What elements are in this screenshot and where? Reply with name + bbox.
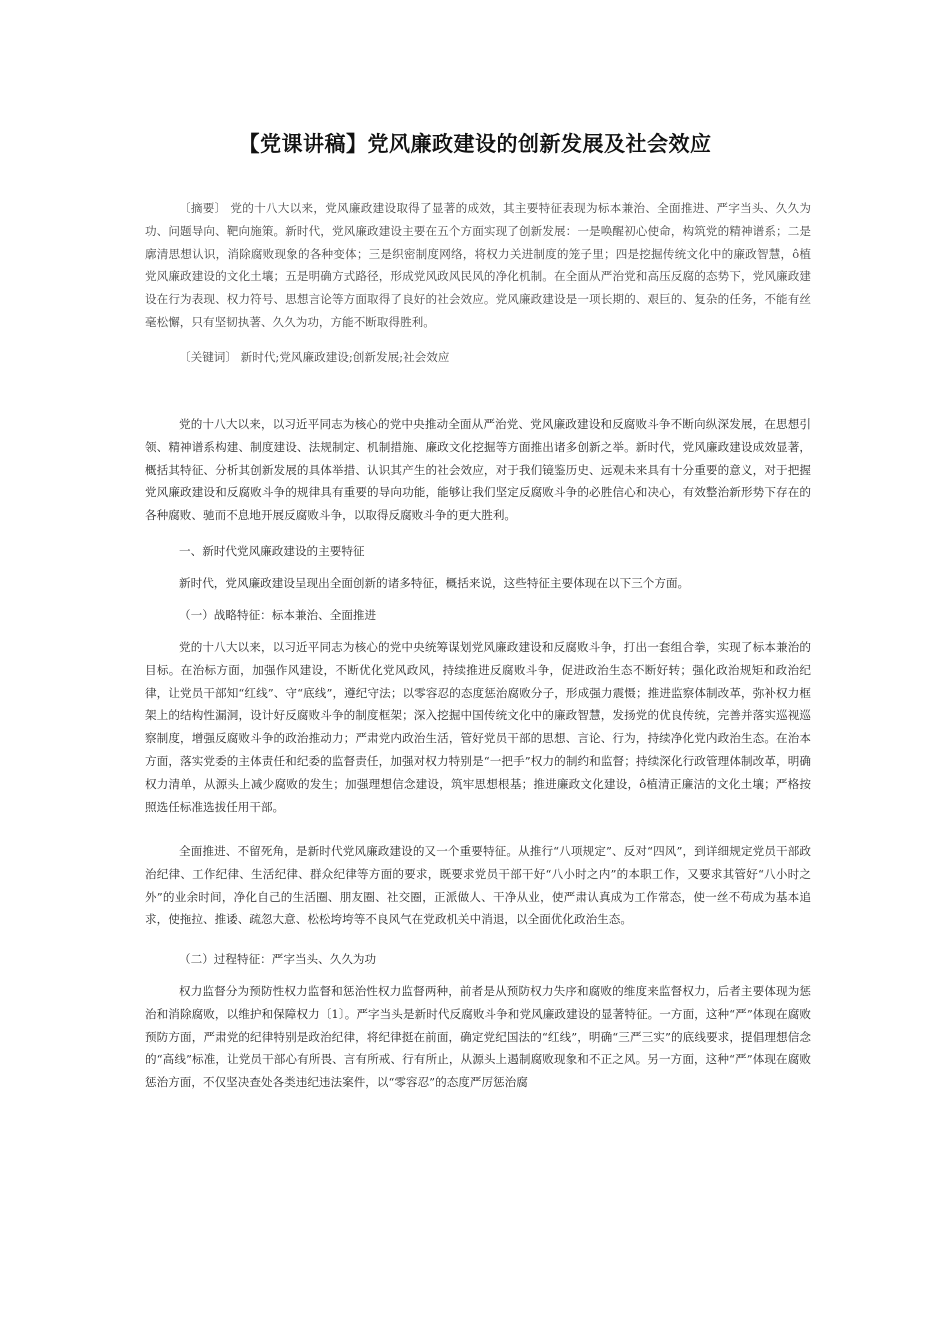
intro-paragraph: 党的十八大以来，以习近平同志为核心的党中央推动全面从严治党、党风廉政建设和反腐败斗争不断向纵深发展，在思想引领、精神谱系构建、制度建设、法规制定、机制措施、廉政文化挖掘等方面推出诸多创新之举。新时代，党风廉政建设成效显著，概括其特征、分析其创新发展的具体举措、认识其产生的社会效应，对于我们镜鉴历史、远观未来具有十分重要的意义，对于把握党风廉政建设和反腐败斗争的规律具有重要的导向功能，能够让我们坚定反腐败斗争的必胜信心和决心，有效整治新形势下存在的各种腐败、驰而不息地开展反腐败斗争，以取得反腐败斗争的更大胜利。 [145, 417, 811, 523]
subsection-heading-1: （一）战略特征：标本兼治、全面推进 [179, 608, 377, 622]
keywords-line: 〔关键词〕 新时代;党风廉政建设;创新发展;社会效应 [179, 350, 450, 364]
subsection2-paragraph-1: 权力监督分为预防性权力监督和惩治性权力监督两种，前者是从预防权力失序和腐败的维度来监督权力，后者主要体现为惩治和消除腐败，以维护和保障权力〔1〕。严字当头是新时代反腐败斗争和党风廉政建设的显著特征。一方面，这种“严”体现在腐败预防方面，严肃党的纪律特别是政治纪律，将纪律挺在前面，确定党纪国法的“红线”，明确“三严三实”的底线要求，提倡理想信念的“高线”标准，让党员干部心有所畏、言有所戒、行有所止，从源头上遏制腐败现象和不正之风。另一方面，这种“严”体现在腐败惩治方面，不仅坚决查处各类违纪违法案件，以“零容忍”的态度严厉惩治腐 [145, 984, 811, 1090]
subsection1-paragraph-1: 党的十八大以来，以习近平同志为核心的党中央统筹谋划党风廉政建设和反腐败斗争，打出一套组合拳，实现了标本兼治的目标。在治标方面，加强作风建设，不断优化党风政风，持续推进反腐败斗争，促进政治生态不断好转；强化政治规矩和政治纪律，让党员干部知“红线”、守“底线”，遵纪守法；以零容忍的态度惩治腐败分子，形成强力震慑；推进监察体制改革，弥补权力框架上的结构性漏洞，设计好反腐败斗争的制度框架；深入挖掘中国传统文化中的廉政智慧，发扬党的优良传统，完善并落实巡视巡察制度，增强反腐败斗争的政治推动力；严肃党内政治生活，管好党员干部的思想、言论、行为，持续净化党内政治生态。在治本方面，落实党委的主体责任和纪委的监督责任，加强对权力特别是“一把手”权力的制约和监督；持续深化行政管理体制改革，明确权力清单，从源头上减少腐败的发生；加强理想信念建设，筑牢思想根基；推进廉政文化建设，ô植清正廉洁的文化土壤；严格按照选任标准选拔任用干部。 [145, 640, 811, 814]
abstract-paragraph: 〔摘要〕 党的十八大以来，党风廉政建设取得了显著的成效，其主要特征表现为标本兼治、全面推进、严字当头、久久为功、问题导向、靶向施策。新时代，党风廉政建设主要在五个方面实现了创新发展：一是唤醒初心使命，构筑党的精神谱系；二是廓清思想认识，消除腐败现象的各种变体；三是织密制度网络，将权力关进制度的笼子里；四是挖掘传统文化中的廉政智慧，ô植党风廉政建设的文化土壤；五是明确方式路径，形成党风政风民风的净化机制。在全面从严治党和高压反腐的态势下，党风廉政建设在行为表现、权力符号、思想言论等方面取得了良好的社会效应。党风廉政建设是一项长期的、艰巨的、复杂的任务，不能有丝毫松懈，只有坚韧执著、久久为功，方能不断取得胜利。 [145, 201, 811, 329]
section1-intro-paragraph: 新时代，党风廉政建设呈现出全面创新的诸多特征，概括来说，这些特征主要体现在以下三个方面。 [179, 576, 690, 590]
subsection-heading-2: （二）过程特征：严字当头、久久为功 [179, 952, 377, 966]
subsection1-paragraph-2: 全面推进、不留死角，是新时代党风廉政建设的又一个重要特征。从推行“八项规定”、反对“四风”，到详细规定党员干部政治纪律、工作纪律、生活纪律、群众纪律等方面的要求，既要求党员干部干好“八小时之内”的本职工作，又要求其管好“八小时之外”的业余时间，净化自己的生活圈、朋友圈、社交圈，正派做人、干净从业，使严肃认真成为工作常态，使一丝不苟成为基本追求，使拖拉、推诿、疏忽大意、松松垮垮等不良风气在党政机关中消退，以全面优化政治生态。 [145, 844, 811, 927]
section-heading-1: 一、新时代党风廉政建设的主要特征 [179, 544, 365, 558]
document-title: 【党课讲稿】党风廉政建设的创新发展及社会效应 [238, 132, 712, 156]
